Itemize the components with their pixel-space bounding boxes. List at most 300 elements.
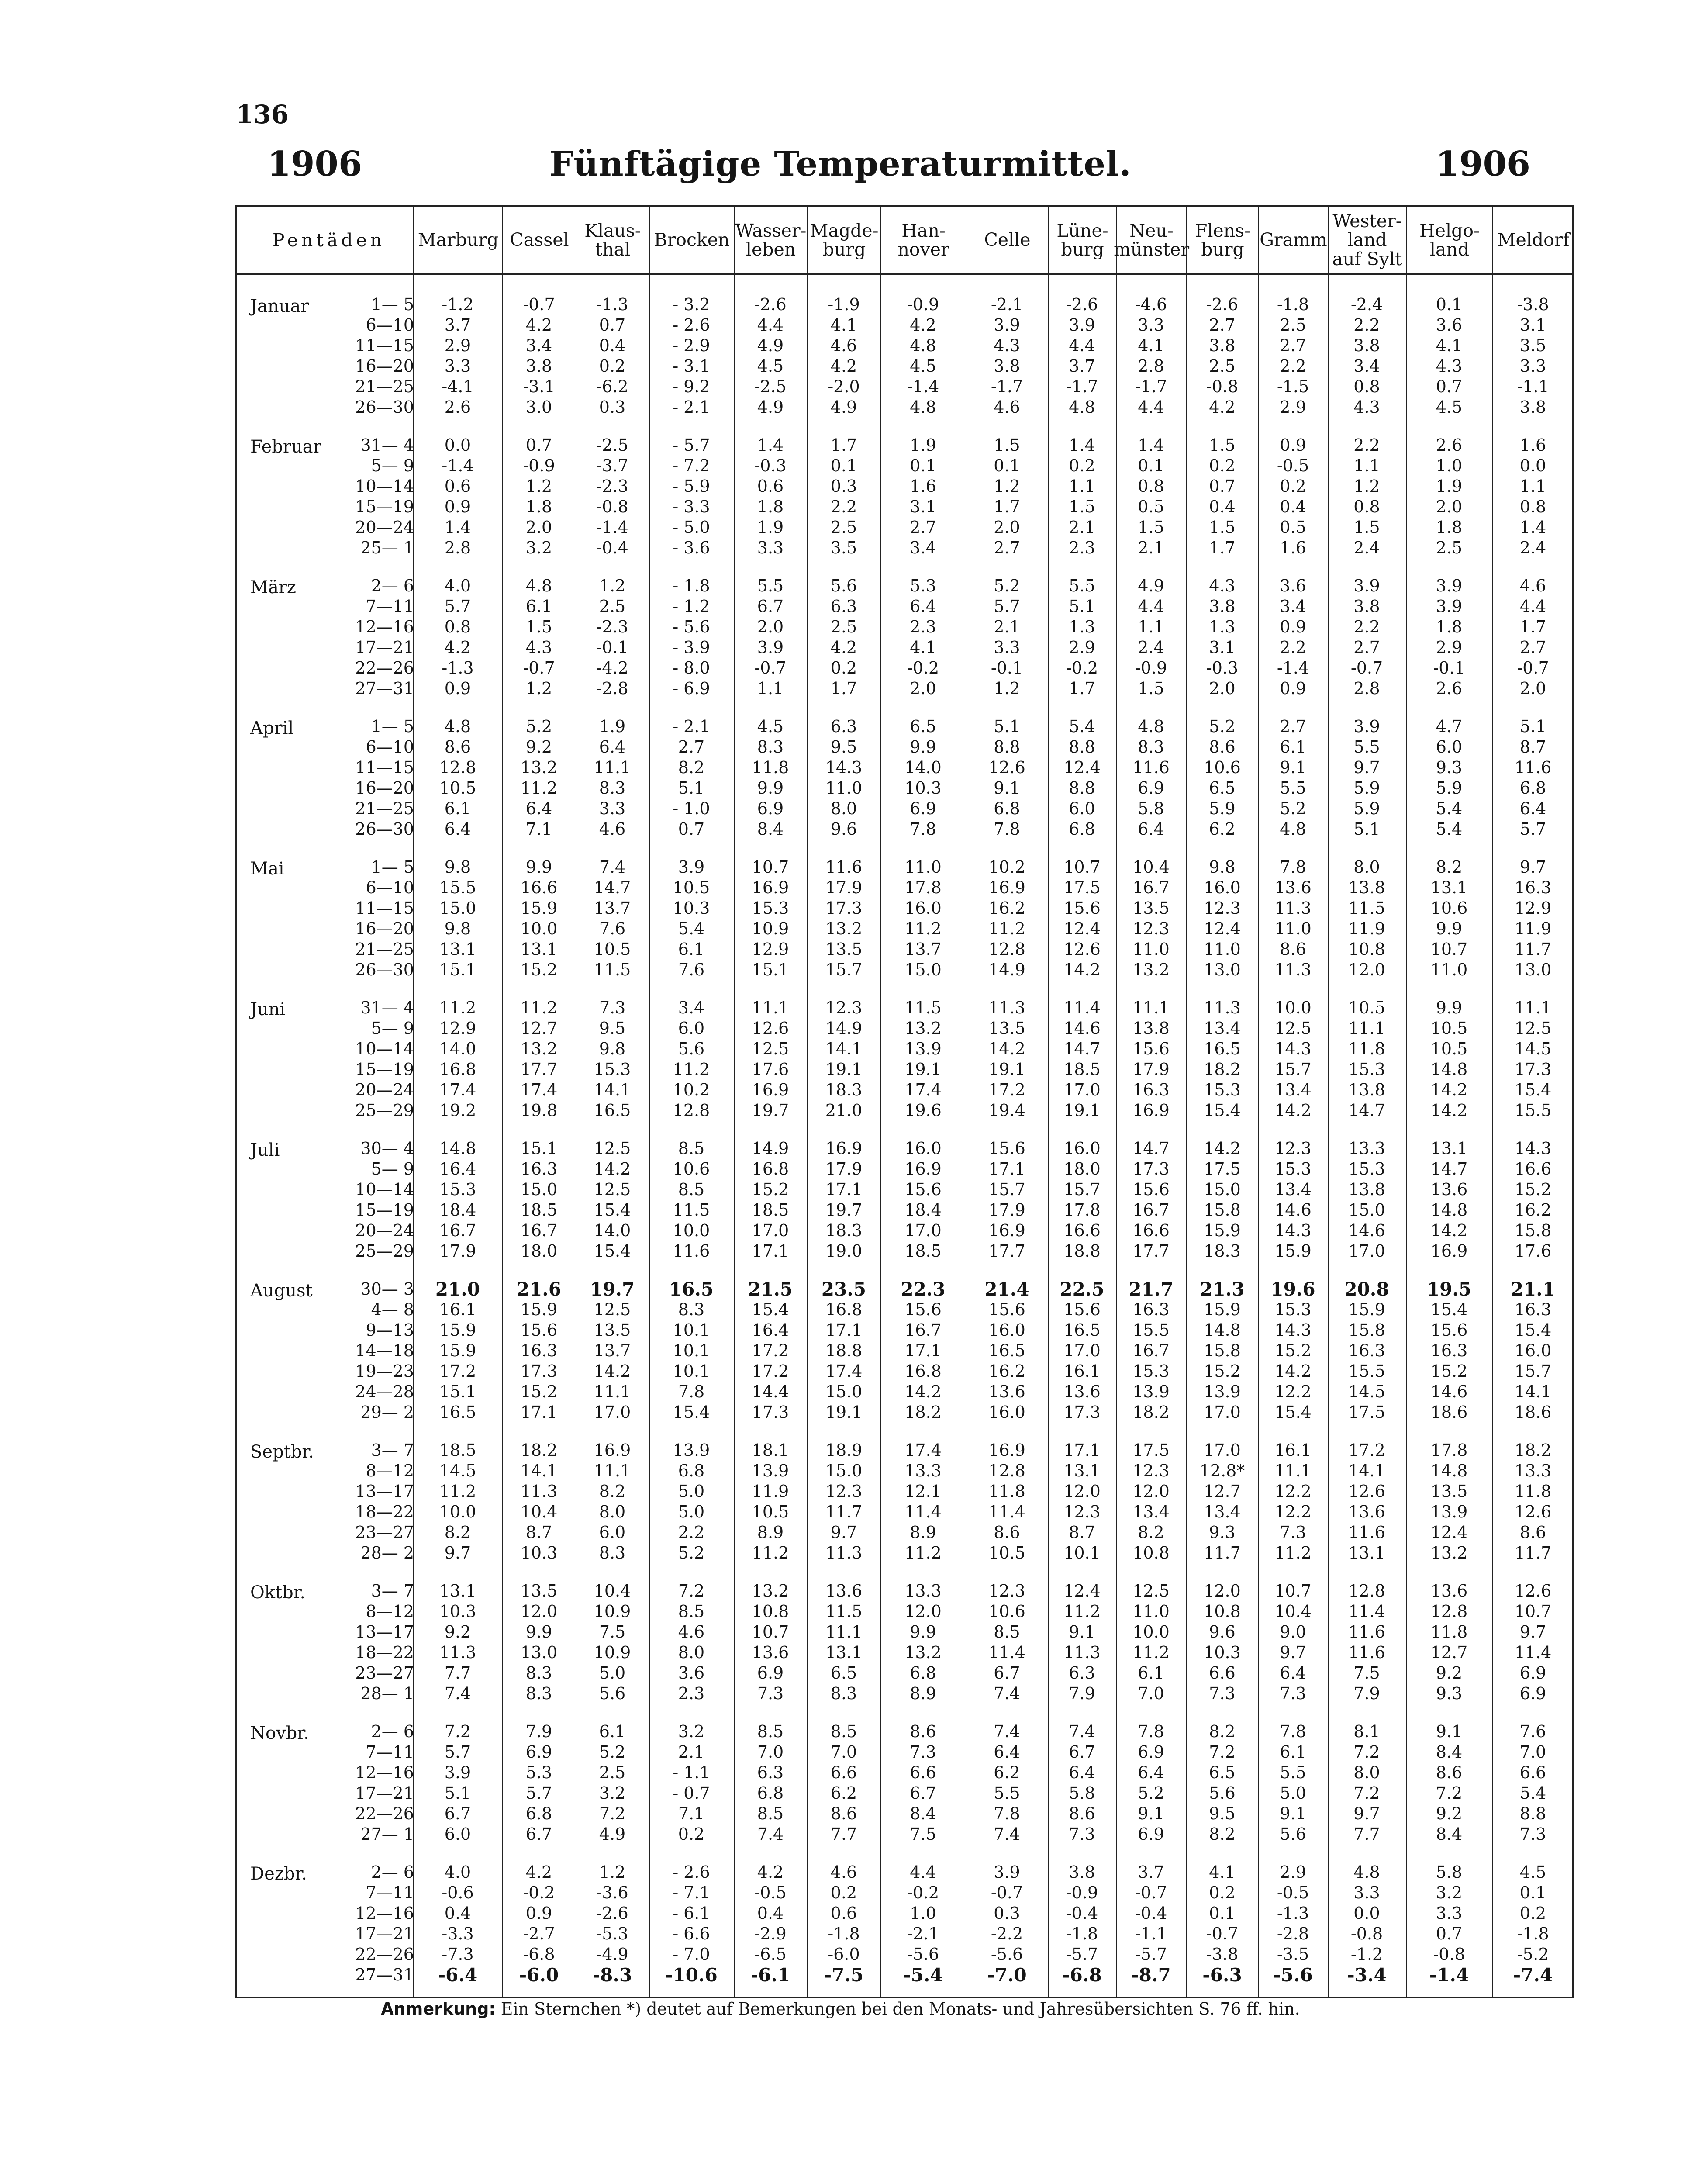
pentad-label: 6—10 [366, 878, 414, 897]
table-cell: 17.6 [752, 1060, 789, 1079]
table-cell: -3.4 [1347, 1964, 1387, 1986]
pentad-label: 16—20 [355, 919, 414, 938]
table-cell: 10.5 [673, 878, 710, 897]
table-cell: 1.4 [1138, 435, 1164, 455]
table-cell: 3.4 [1353, 356, 1380, 376]
table-cell: 14.1 [1514, 1382, 1552, 1401]
table-cell: 21.3 [1200, 1279, 1245, 1300]
pentad-label: 30— 4 [360, 1139, 414, 1158]
table-cell: 13.1 [1063, 1461, 1101, 1480]
table-cell: 8.3 [757, 737, 784, 757]
table-cell: 21.0 [825, 1101, 863, 1120]
table-cell: 13.2 [825, 919, 863, 938]
table-cell: 12.4 [1063, 1581, 1101, 1600]
table-cell: 4.8 [1353, 1863, 1380, 1882]
table-cell: 11.0 [1430, 960, 1468, 979]
table-cell: 9.8 [599, 1039, 626, 1058]
table-cell: 2.9 [1280, 397, 1306, 417]
pentad-label: 26—30 [355, 397, 414, 417]
table-cell: 16.8 [752, 1159, 789, 1178]
table-cell: 11.6 [1348, 1523, 1385, 1542]
table-cell: 0.3 [830, 477, 857, 496]
table-cell: 21.0 [435, 1279, 480, 1300]
pentad-label: 10—14 [355, 477, 414, 496]
table-cell: 1.1 [1353, 456, 1380, 475]
table-cell: 6.7 [525, 1825, 552, 1844]
table-cell: 17.1 [520, 1403, 558, 1422]
table-cell: 3.9 [1353, 717, 1380, 736]
table-cell: 10.4 [520, 1502, 558, 1521]
table-cell: 11.1 [1132, 998, 1170, 1017]
table-cell: -0.7 [523, 658, 555, 677]
table-cell: 1.7 [1519, 617, 1546, 636]
table-cell: 8.0 [599, 1502, 626, 1521]
table-cell: 7.0 [830, 1742, 857, 1762]
table-cell: 16.3 [1132, 1300, 1170, 1319]
table-cell: 13.9 [752, 1461, 789, 1480]
month-block [237, 576, 1572, 699]
year-right: 1906 [1435, 144, 1530, 184]
table-cell: 5.4 [1436, 819, 1463, 839]
table-cell: 0.6 [444, 477, 471, 496]
table-cell: -4.2 [596, 658, 628, 677]
pentad-label: 12—16 [355, 617, 414, 636]
station-header: Marburg [413, 207, 502, 273]
table-cell: 7.3 [1209, 1684, 1236, 1703]
table-cell: 8.6 [830, 1804, 857, 1823]
table-cell: 2.0 [1436, 497, 1463, 516]
table-cell: 8.3 [599, 1543, 626, 1562]
table-cell: - 1.0 [673, 799, 710, 818]
pentad-label: 21—25 [355, 377, 414, 396]
table-cell: 10.8 [1132, 1543, 1170, 1562]
table-cell: 19.1 [825, 1060, 863, 1079]
table-cell: 17.0 [1348, 1241, 1385, 1261]
table-cell: 10.3 [439, 1602, 476, 1621]
table-cell: 1.5 [1353, 518, 1380, 537]
table-cell: -1.8 [828, 1924, 860, 1943]
pentad-label: 12—16 [355, 1904, 414, 1923]
table-cell: 7.5 [1353, 1663, 1380, 1683]
table-cell: 2.5 [830, 518, 857, 537]
table-cell: - 9.2 [673, 377, 710, 396]
table-cell: 3.7 [1069, 356, 1095, 376]
table-cell: 9.3 [1436, 1684, 1463, 1703]
month-label: Septbr. [250, 1442, 314, 1462]
footnote-text: Ein Sternchen *) deutet auf Bemerkungen bei den Monats- und Jahresübersichten S. 76 ff. hin. [501, 1999, 1300, 2018]
table-cell: 12.6 [988, 758, 1025, 777]
table-cell: 16.6 [1063, 1221, 1101, 1240]
table-cell: -2.6 [1206, 295, 1239, 314]
table-cell: 1.6 [1280, 538, 1306, 557]
table-cell: 17.9 [439, 1241, 476, 1261]
table-cell: 10.2 [673, 1080, 710, 1099]
table-cell: 9.1 [1280, 758, 1306, 777]
table-cell: 4.6 [830, 1863, 857, 1882]
table-cell: 2.3 [678, 1684, 705, 1703]
table-cell: 14.2 [1430, 1080, 1468, 1099]
table-cell: 4.4 [1069, 336, 1095, 355]
table-cell: 12.5 [752, 1039, 789, 1058]
table-cell: 3.8 [1519, 397, 1546, 417]
table-cell: 13.6 [1430, 1581, 1468, 1600]
table-cell: 15.6 [1063, 1300, 1101, 1319]
table-cell: 3.2 [599, 1783, 626, 1803]
station-header: Brocken [649, 207, 734, 273]
table-cell: 4.8 [1138, 717, 1164, 736]
table-cell: 9.2 [1436, 1804, 1463, 1823]
table-cell: 0.3 [994, 1904, 1020, 1923]
table-cell: 12.9 [752, 940, 789, 959]
table-cell: 7.4 [599, 857, 626, 877]
table-cell: 13.6 [1348, 1502, 1385, 1521]
table-cell: 13.9 [1430, 1502, 1468, 1521]
table-cell: -6.5 [754, 1945, 787, 1964]
table-cell: 14.3 [1274, 1039, 1312, 1058]
table-cell: 5.2 [1280, 799, 1306, 818]
table-cell: 17.1 [1063, 1441, 1101, 1460]
table-cell: 12.5 [594, 1300, 631, 1319]
table-cell: 12.5 [1514, 1019, 1552, 1038]
table-cell: 15.3 [1348, 1159, 1385, 1178]
table-cell: 19.1 [1063, 1101, 1101, 1120]
table-cell: 14.2 [1430, 1221, 1468, 1240]
pentad-label: 21—25 [355, 799, 414, 818]
table-cell: 14.6 [1274, 1200, 1312, 1220]
table-cell: 11.1 [594, 1382, 631, 1401]
table-cell: 9.7 [444, 1543, 471, 1562]
table-cell: 3.6 [1280, 576, 1306, 595]
table-cell: 17.3 [1514, 1060, 1552, 1079]
table-cell: 3.6 [1436, 315, 1463, 335]
table-cell: 17.2 [988, 1080, 1025, 1099]
table-cell: 12.9 [439, 1019, 476, 1038]
table-cell: 15.4 [1430, 1300, 1468, 1319]
table-cell: -3.8 [1206, 1945, 1239, 1964]
pentad-label: 8—12 [366, 1602, 414, 1621]
year-left: 1906 [267, 144, 362, 184]
table-cell: 12.0 [1063, 1482, 1101, 1501]
table-cell: 3.9 [678, 857, 705, 877]
pentad-label: 27— 1 [360, 1825, 414, 1844]
table-cell: 13.1 [1430, 1139, 1468, 1158]
table-cell: 7.9 [1069, 1684, 1095, 1703]
table-cell: 1.5 [1138, 518, 1164, 537]
table-cell: -1.2 [1350, 1945, 1383, 1964]
table-cell: 16.7 [904, 1320, 942, 1340]
table-cell: 4.2 [525, 315, 552, 335]
table-cell: -6.2 [596, 377, 628, 396]
table-cell: 4.7 [1436, 717, 1463, 736]
table-cell: 7.6 [678, 960, 705, 979]
table-cell: -0.6 [442, 1883, 474, 1902]
table-cell: 13.6 [1274, 878, 1312, 897]
table-cell: 18.4 [904, 1200, 942, 1220]
table-cell: 7.2 [1353, 1783, 1380, 1803]
table-cell: 17.7 [988, 1241, 1025, 1261]
table-cell: 13.1 [1348, 1543, 1385, 1562]
table-cell: 8.3 [830, 1684, 857, 1703]
table-cell: 5.5 [1353, 737, 1380, 757]
table-cell: 13.8 [1348, 1080, 1385, 1099]
table-cell: 0.0 [1519, 456, 1546, 475]
table-cell: 13.6 [752, 1643, 789, 1662]
table-cell: 5.8 [1138, 799, 1164, 818]
table-cell: 18.9 [825, 1441, 863, 1460]
table-cell: 12.0 [904, 1602, 942, 1621]
table-cell: - 5.7 [673, 435, 710, 455]
table-cell: 12.3 [1063, 1502, 1101, 1521]
table-cell: 6.6 [1209, 1663, 1236, 1683]
pentad-label: 22—26 [355, 658, 414, 677]
month-block [237, 294, 1572, 418]
table-cell: -5.7 [1066, 1945, 1098, 1964]
table-cell: 12.8 [1430, 1602, 1468, 1621]
table-cell: 13.1 [825, 1643, 863, 1662]
table-cell: 14.8 [439, 1139, 476, 1158]
table-cell: 2.4 [1519, 538, 1546, 557]
table-cell: 3.8 [525, 356, 552, 376]
table-cell: 0.0 [1353, 1904, 1380, 1923]
table-cell: 3.8 [1069, 1863, 1095, 1882]
table-cell: -3.1 [523, 377, 555, 396]
table-cell: 18.3 [825, 1080, 863, 1099]
table-cell: 15.2 [752, 1180, 789, 1199]
table-cell: 5.2 [599, 1742, 626, 1762]
temperature-table [235, 205, 1574, 1998]
table-cell: 10.5 [988, 1543, 1025, 1562]
table-cell: 6.8 [994, 799, 1020, 818]
table-cell: 13.5 [988, 1019, 1025, 1038]
table-cell: 0.5 [1138, 497, 1164, 516]
table-cell: 6.1 [1280, 737, 1306, 757]
table-cell: -1.4 [442, 456, 474, 475]
table-cell: 9.1 [1069, 1622, 1095, 1641]
table-cell: 17.1 [825, 1180, 863, 1199]
table-cell: 21.7 [1129, 1279, 1174, 1300]
table-cell: -3.5 [1277, 1945, 1309, 1964]
table-cell: 11.4 [988, 1643, 1025, 1662]
table-cell: 16.0 [1063, 1139, 1101, 1158]
table-cell: 1.8 [1436, 617, 1463, 636]
table-cell: 0.4 [599, 336, 626, 355]
table-cell: 4.8 [525, 576, 552, 595]
table-cell: 11.6 [673, 1241, 710, 1261]
table-cell: 15.1 [520, 1139, 558, 1158]
table-cell: 16.3 [1430, 1341, 1468, 1360]
table-cell: 18.6 [1514, 1403, 1552, 1422]
table-cell: 12.5 [594, 1180, 631, 1199]
table-cell: 10.8 [1348, 940, 1385, 959]
month-label: Februar [250, 437, 321, 457]
table-cell: 13.0 [1204, 960, 1241, 979]
table-cell: -6.0 [519, 1964, 559, 1986]
table-cell: 4.5 [1436, 397, 1463, 417]
month-label: August [250, 1281, 313, 1301]
month-label: Mai [250, 859, 284, 879]
table-cell: 22.3 [901, 1279, 946, 1300]
table-cell: -5.2 [1517, 1945, 1549, 1964]
table-cell: 16.9 [825, 1139, 863, 1158]
table-cell: 4.9 [830, 397, 857, 417]
table-cell: 17.5 [1132, 1441, 1170, 1460]
pentad-label: 27—31 [355, 1965, 414, 1984]
table-cell: 17.4 [439, 1080, 476, 1099]
table-cell: 6.3 [830, 717, 857, 736]
pentad-label: 5— 9 [371, 1159, 414, 1178]
table-cell: -3.3 [442, 1924, 474, 1943]
table-cell: 17.4 [904, 1080, 942, 1099]
table-cell: 4.8 [910, 336, 936, 355]
table-cell: 3.5 [1519, 336, 1546, 355]
table-cell: 10.7 [752, 1622, 789, 1641]
table-cell: 0.1 [994, 456, 1020, 475]
table-cell: -7.4 [1513, 1964, 1553, 1986]
table-cell: 15.8 [1204, 1341, 1241, 1360]
table-cell: 14.8 [1430, 1200, 1468, 1220]
table-cell: 9.2 [444, 1622, 471, 1641]
table-cell: -0.2 [523, 1883, 555, 1902]
table-cell: 4.5 [1519, 1863, 1546, 1882]
pentad-label: 5— 9 [371, 456, 414, 475]
table-cell: 13.6 [825, 1581, 863, 1600]
table-cell: 15.3 [1204, 1080, 1241, 1099]
table-cell: -0.2 [907, 1883, 939, 1902]
table-cell: 4.4 [910, 1863, 936, 1882]
station-header: Celle [966, 207, 1048, 273]
table-cell: 2.2 [1353, 435, 1380, 455]
table-cell: 5.0 [599, 1663, 626, 1683]
table-cell: 15.9 [520, 898, 558, 918]
pentad-label: 10—14 [355, 1180, 414, 1199]
table-cell: 8.0 [678, 1643, 705, 1662]
table-cell: 2.5 [1436, 538, 1463, 557]
table-cell: 8.4 [1436, 1742, 1463, 1762]
table-cell: 18.2 [1514, 1441, 1552, 1460]
table-cell: 15.6 [1430, 1320, 1468, 1340]
table-cell: 16.0 [988, 1403, 1025, 1422]
table-cell: 4.4 [757, 315, 784, 335]
table-cell: 1.5 [1209, 518, 1236, 537]
table-cell: 14.6 [1348, 1221, 1385, 1240]
table-cell: 9.9 [757, 778, 784, 798]
table-cell: -1.1 [1135, 1924, 1167, 1943]
table-cell: 12.2 [1274, 1482, 1312, 1501]
table-cell: 17.2 [752, 1362, 789, 1381]
table-cell: 11.5 [594, 960, 631, 979]
pentad-label: 15—19 [355, 497, 414, 516]
table-cell: 12.8 [988, 940, 1025, 959]
table-cell: 5.6 [1280, 1825, 1306, 1844]
pentad-label: 3— 7 [371, 1581, 414, 1600]
table-cell: 13.1 [1430, 878, 1468, 897]
pentad-label: 7—11 [366, 597, 414, 616]
table-cell: -0.4 [596, 538, 628, 557]
table-cell: 7.7 [444, 1663, 471, 1683]
table-cell: 18.2 [520, 1441, 558, 1460]
table-cell: 10.5 [439, 778, 476, 798]
pentad-label: 28— 1 [360, 1684, 414, 1703]
table-cell: 7.3 [757, 1684, 784, 1703]
table-cell: 1.2 [994, 679, 1020, 698]
table-cell: 15.4 [673, 1403, 710, 1422]
table-cell: 16.2 [988, 898, 1025, 918]
table-cell: 12.7 [520, 1019, 558, 1038]
table-cell: -0.2 [907, 658, 939, 677]
table-cell: 18.5 [439, 1441, 476, 1460]
table-cell: 1.4 [1069, 435, 1095, 455]
table-cell: 13.5 [825, 940, 863, 959]
table-cell: 6.9 [1138, 778, 1164, 798]
table-cell: 6.1 [1280, 1742, 1306, 1762]
pentad-label: 5— 9 [371, 1019, 414, 1038]
table-cell: 5.4 [1069, 717, 1095, 736]
table-cell: 16.9 [1430, 1241, 1468, 1261]
table-cell: 11.2 [520, 778, 558, 798]
table-cell: 11.3 [1274, 960, 1312, 979]
table-cell: 8.2 [1209, 1722, 1236, 1741]
table-cell: 0.2 [1069, 456, 1095, 475]
pentad-label: 20—24 [355, 518, 414, 537]
table-cell: 4.0 [444, 576, 471, 595]
table-cell: 1.8 [1436, 518, 1463, 537]
table-cell: 0.8 [444, 617, 471, 636]
table-cell: 17.5 [1204, 1159, 1241, 1178]
table-cell: 1.8 [525, 497, 552, 516]
table-cell: 14.0 [439, 1039, 476, 1058]
table-cell: 3.1 [1209, 638, 1236, 657]
table-cell: - 1.1 [673, 1763, 710, 1782]
table-cell: 15.9 [1204, 1300, 1241, 1319]
table-cell: -0.5 [754, 1883, 787, 1902]
pentad-label: 14—18 [355, 1341, 414, 1360]
table-cell: 19.0 [825, 1241, 863, 1261]
table-cell: 18.5 [752, 1200, 789, 1220]
table-cell: -2.8 [596, 679, 628, 698]
table-cell: 9.2 [1436, 1663, 1463, 1683]
table-cell: 13.3 [1348, 1139, 1385, 1158]
table-cell: 12.2 [1274, 1502, 1312, 1521]
table-cell: -1.8 [1277, 295, 1309, 314]
table-cell: 6.1 [599, 1722, 626, 1741]
table-cell: 17.3 [825, 898, 863, 918]
table-cell: 2.0 [910, 679, 936, 698]
pentad-label: 10—14 [355, 1039, 414, 1058]
table-cell: 17.2 [752, 1341, 789, 1360]
table-cell: 1.1 [1519, 477, 1546, 496]
table-cell: 15.6 [520, 1320, 558, 1340]
table-cell: 12.4 [1430, 1523, 1468, 1542]
table-cell: 7.3 [910, 1742, 936, 1762]
table-cell: 6.3 [830, 597, 857, 616]
pentad-label: 12—16 [355, 1763, 414, 1782]
table-cell: 8.8 [1519, 1804, 1546, 1823]
table-cell: 4.8 [1069, 397, 1095, 417]
table-cell: 4.0 [444, 1863, 471, 1882]
table-cell: 0.9 [1280, 617, 1306, 636]
table-cell: 6.9 [525, 1742, 552, 1762]
table-cell: 4.6 [1519, 576, 1546, 595]
table-cell: 16.0 [1514, 1341, 1552, 1360]
table-cell: 8.6 [444, 737, 471, 757]
table-cell: 5.0 [678, 1482, 705, 1501]
table-cell: 6.8 [525, 1804, 552, 1823]
table-cell: 5.9 [1436, 778, 1463, 798]
pentad-label: 6—10 [366, 737, 414, 757]
table-cell: 11.6 [1132, 758, 1170, 777]
table-cell: 0.2 [678, 1825, 705, 1844]
table-cell: 3.6 [678, 1663, 705, 1683]
